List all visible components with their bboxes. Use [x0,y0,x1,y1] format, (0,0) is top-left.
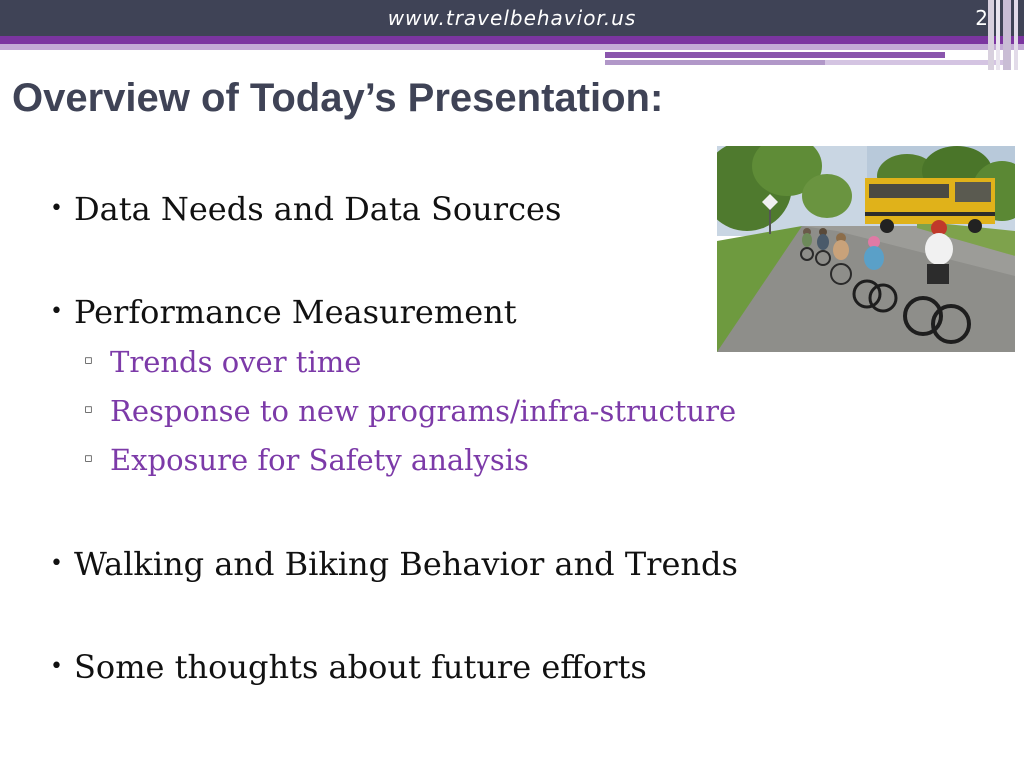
subitem [84,345,361,379]
bullet-text: Performance Measurement [74,293,517,331]
slide-title: Overview of Today’s Presentation: [12,76,664,120]
subitem-text: Trends over time [110,345,362,379]
bullet-item [50,648,647,686]
cyclists-photo [717,146,1015,352]
square-bullet-icon: ▫ [84,450,93,466]
square-bullet-icon: ▫ [84,352,93,368]
subitem-text: Exposure for Safety analysis [110,443,529,477]
subitem-text: Response to new programs/infra-structure [110,394,737,428]
bullet-icon: • [50,654,63,679]
square-bullet-icon: ▫ [84,401,93,417]
bullet-text: Walking and Biking Behavior and Trends [74,545,738,583]
slide-number: 2 [975,6,988,30]
bullet-icon: • [50,196,63,221]
subitem [84,394,736,428]
bullet-icon: • [50,299,63,324]
bullet-item [50,545,738,583]
bullet-text: Data Needs and Data Sources [74,190,562,228]
header-url: www.travelbehavior.us [387,6,637,30]
subitem [84,443,529,477]
bullet-icon: • [50,551,63,576]
bullet-item [50,293,517,331]
bullet-item [50,190,561,228]
bullet-text: Some thoughts about future efforts [74,648,647,686]
